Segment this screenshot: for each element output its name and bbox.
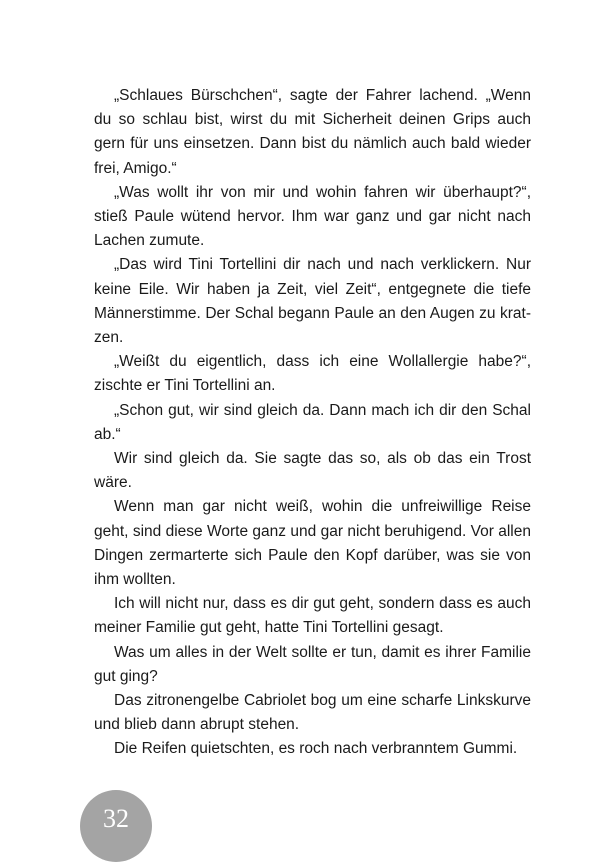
paragraph: Wir sind gleich da. Sie sagte das so, als ob das ein Trost wäre. xyxy=(94,450,531,492)
paragraph: Die Reifen quietschten, es roch nach verbranntem Gummi. xyxy=(114,740,518,758)
paragraph: Was um alles in der Welt sollte er tun, damit es ihrer Familie gut ging? xyxy=(94,643,531,685)
page-number-badge xyxy=(80,790,152,862)
paragraph: Wenn man gar nicht weiß, wohin die unfreiwillige Reise geht, sind diese Worte ganz und gar nicht beruhigend. Vor allen Dingen zermarterte sich Paule den Kopf darüber, was sie von ihm wollten. xyxy=(94,498,531,589)
paragraph: „Was wollt ihr von mir und wohin fahren wir überhaupt?“, stieß Paule wütend hervor. Ihm war ganz und gar nicht nach Lachen zumute. xyxy=(94,183,531,250)
paragraph: „Schlaues Bürschchen“, sagte der Fahrer lachend. „Wenn du so schlau bist, wirst du mit Sicherheit deinen Grips auch gern für uns einsetzen. Dann bist du nämlich auch bald wieder frei, Amigo.“ xyxy=(94,87,531,177)
paragraph: „Schon gut, wir sind gleich da. Dann mach ich dir den Schal ab.“ xyxy=(94,401,531,443)
paragraph: „Weißt du eigentlich, dass ich eine Wollallergie habe?“, zischte er Tini Tortellini an. xyxy=(94,353,531,395)
paragraph: Das zitronengelbe Cabriolet bog um eine scharfe Linkskurve und blieb dann abrupt stehen. xyxy=(94,692,531,734)
paragraph: Ich will nicht nur, dass es dir gut geht, sondern dass es auch meiner Familie gut geht, hatte Tini Tortellini gesagt. xyxy=(94,595,531,637)
body-text xyxy=(94,84,531,762)
paragraph: „Das wird Tini Tortellini dir nach und nach verklickern. Nur keine Eile. Wir haben ja Zeit, viel Zeit“, entgegnete die tiefe Männerstimme. Der Schal begann Paule an den Augen zu kratzen. xyxy=(94,256,531,347)
page-number: 32 xyxy=(103,804,129,833)
